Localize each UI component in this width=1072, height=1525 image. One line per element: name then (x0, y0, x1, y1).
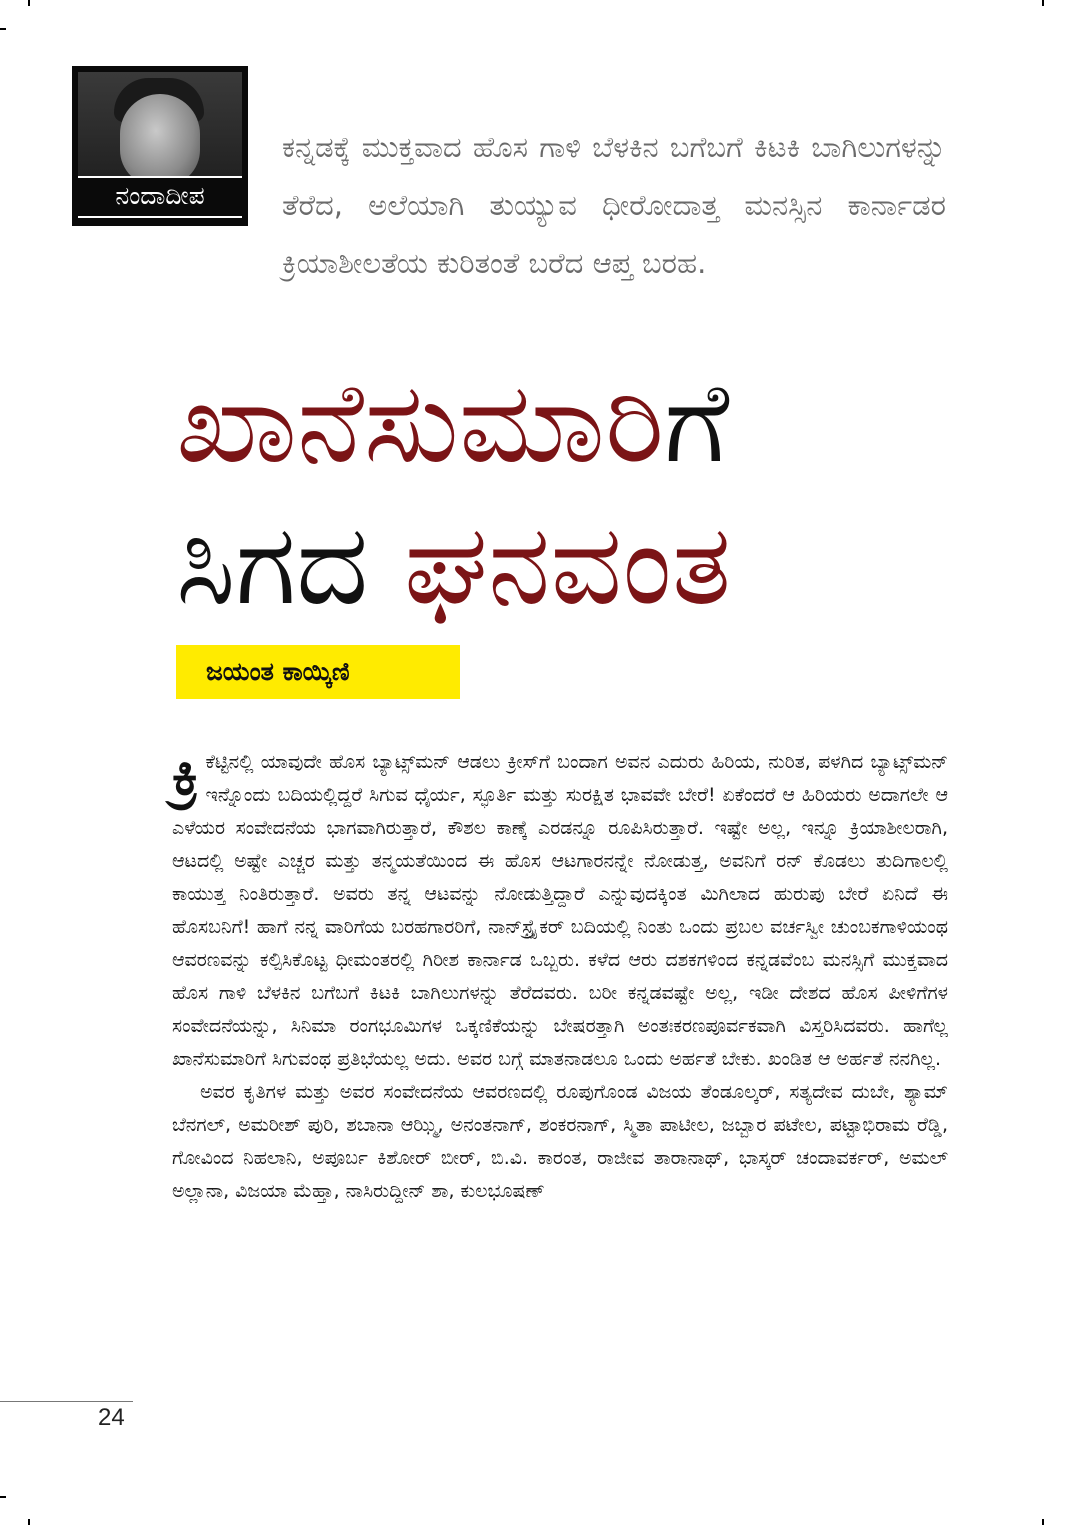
headline-line-2 (176, 500, 896, 630)
article-paragraph-1-text: ಕೆಟ್ಟಿನಲ್ಲಿ ಯಾವುದೇ ಹೊಸ ಬ್ಯಾಟ್ಸ್‌ಮನ್ ಆಡಲು ಕ್ರೀಸ್‌ಗೆ ಬಂದಾಗ ಅವನ ಎದುರು ಹಿರಿಯ, ನುರಿತ, ಪಳಗಿದ ಬ್ಯಾಟ್ಸ್‌ಮನ್ ಇನ್ನೊಂದು ಬದಿಯಲ್ಲಿದ್ದರೆ ಸಿಗುವ ಧೈರ್ಯ, ಸ್ಫೂರ್ತಿ ಮತ್ತು ಸುರಕ್ಷಿತ ಭಾವವೇ ಬೇರೆ! ಏಕೆಂದರೆ ಆ ಹಿರಿಯರು ಅದಾಗಲೇ ಆ ಎಳೆಯರ ಸಂವೇದನೆಯ ಭಾಗವಾಗಿರುತ್ತಾರೆ, ಕೌಶಲ ಕಾಣ್ಕೆ ಎರಡನ್ನೂ ರೂಪಿಸಿರುತ್ತಾರೆ. ಇಷ್ಟೇ ಅಲ್ಲ, ಇನ್ನೂ ಕ್ರಿಯಾಶೀಲರಾಗಿ, ಆಟದಲ್ಲಿ ಅಷ್ಟೇ ಎಚ್ಚರ ಮತ್ತು ತನ್ಮಯತೆಯಿಂದ ಈ ಹೊಸ ಆಟಗಾರನನ್ನೇ ನೋಡುತ್ತ, ಅವನಿಗೆ ರನ್ ಕೊಡಲು ತುದಿಗಾಲಲ್ಲಿ ಕಾಯುತ್ತ ನಿಂತಿರುತ್ತಾರೆ. ಅವರು ತನ್ನ ಆಟವನ್ನು ನೋಡುತ್ತಿದ್ದಾರೆ ಎನ್ನುವುದಕ್ಕಿಂತ ಮಿಗಿಲಾದ ಹುರುಪು ಬೇರೆ ಏನಿದೆ ಈ ಹೊಸಬನಿಗೆ! ಹಾಗೆ ನನ್ನ ವಾರಿಗೆಯ ಬರಹಗಾರರಿಗೆ, ನಾನ್‌ಸ್ಟ್ರೈಕರ್ ಬದಿಯಲ್ಲಿ ನಿಂತು ಒಂದು ಪ್ರಬಲ ವರ್ಚಸ್ವೀ ಚುಂಬಕಗಾಳಿಯಂಥ ಆವರಣವನ್ನು ಕಲ್ಪಿಸಿಕೊಟ್ಟ ಧೀಮಂತರಲ್ಲಿ ಗಿರೀಶ ಕಾರ್ನಾಡ ಒಬ್ಬರು. ಕಳೆದ ಆರು ದಶಕಗಳಿಂದ ಕನ್ನಡವೆಂಬ ಮನಸ್ಸಿಗೆ ಮುಕ್ತವಾದ ಹೊಸ ಗಾಳಿ ಬೆಳಕಿನ ಬಗೆಬಗೆ ಕಿಟಕಿ ಬಾಗಿಲುಗಳನ್ನು ತೆರೆದವರು. ಬರೀ ಕನ್ನಡವಷ್ಟೇ ಅಲ್ಲ, ಇಡೀ ದೇಶದ ಹೊಸ ಪೀಳಿಗೆಗಳ ಸಂವೇದನೆಯನ್ನು, ಸಿನಿಮಾ ರಂಗಭೂಮಿಗಳ ಒಕ್ಕಣಿಕೆಯನ್ನು ಬೇಷರತ್ತಾಗಿ ಅಂತಃಕರಣಪೂರ್ವಕವಾಗಿ ವಿಸ್ತರಿಸಿದವರು. ಹಾಗೆಲ್ಲ ಖಾನೆಸುಮಾರಿಗೆ ಸಿಗುವಂಥ ಪ್ರತಿಭೆಯಲ್ಲ ಅದು. ಅವರ ಬಗ್ಗೆ ಮಾತನಾಡಲೂ ಒಂದು ಅರ್ಹತೆ ಬೇಕು. ಖಂಡಿತ ಆ ಅರ್ಹತೆ ನನಗಿಲ್ಲ. (172, 751, 948, 1070)
crop-mark-bottom-right (1042, 1519, 1044, 1525)
page-number: 24 (98, 1404, 125, 1431)
article-body (172, 746, 948, 1208)
column-badge-label: ನಂದಾದೀಪ (78, 176, 242, 218)
article-paragraph-2: ಅವರ ಕೃತಿಗಳ ಮತ್ತು ಅವರ ಸಂವೇದನೆಯ ಆವರಣದಲ್ಲಿ ರೂಪುಗೊಂಡ ವಿಜಯ ತೆಂಡೂಲ್ಕರ್, ಸತ್ಯದೇವ ದುಬೇ, ಶ್ಯಾಮ್ ಬೆನಗಲ್, ಅಮರೀಶ್ ಪುರಿ, ಶಬಾನಾ ಆಝ್ಮಿ, ಅನಂತನಾಗ್, ಶಂಕರನಾಗ್, ಸ್ಮಿತಾ ಪಾಟೀಲ, ಜಬ್ಬಾರ ಪಟೇಲ, ಪಟ್ಟಾಭಿರಾಮ ರೆಡ್ಡಿ, ಗೋವಿಂದ ನಿಹಲಾನಿ, ಅಪೂರ್ಬ ಕಿಶೋರ್ ಬೀರ್, ಬಿ.ವಿ. ಕಾರಂತ, ರಾಜೀವ ತಾರಾನಾಥ್, ಭಾಸ್ಕರ್ ಚಂದಾವರ್ಕರ್, ಅಮಲ್ ಅಲ್ಲಾನಾ, ವಿಜಯಾ ಮೆಹ್ತಾ, ನಾಸಿರುದ್ದೀನ್ ಶಾ, ಕುಲಭೂಷಣ್ (172, 1081, 948, 1202)
crop-mark-top-left-h (0, 28, 6, 30)
footer-rule (0, 1401, 133, 1402)
crop-mark-top-left (28, 0, 30, 6)
crop-mark-bottom-left (28, 1519, 30, 1525)
column-portrait (72, 66, 248, 226)
crop-mark-bottom-left-h (0, 1496, 6, 1498)
author-byline: ಜಯಂತ ಕಾಯ್ಕಿಣಿ (176, 645, 460, 699)
portrait-face (120, 94, 200, 186)
headline-line-1-black: ಗೆ (664, 358, 730, 488)
headline-line-2-black: ಸಿಗದ (176, 500, 369, 630)
crop-mark-top-right (1042, 0, 1044, 6)
article-paragraph-1 (172, 746, 948, 1076)
drop-cap: ಕ್ರಿ (172, 744, 200, 807)
headline-line-1-red: ಖಾನೆಸುಮಾರಿ (176, 358, 665, 488)
intro-blurb: ಕನ್ನಡಕ್ಕೆ ಮುಕ್ತವಾದ ಹೊಸ ಗಾಳಿ ಬೆಳಕಿನ ಬಗೆಬಗೆ ಕಿಟಕಿ ಬಾಗಿಲುಗಳನ್ನು ತೆರೆದ, ಅಲೆಯಾಗಿ ತುಯ್ಯುವ ಧೀರೋದಾತ್ತ ಮನಸ್ಸಿನ ಕಾರ್ನಾಡರ ಕ್ರಿಯಾಶೀಲತೆಯ ಕುರಿತಂತೆ ಬರೆದ ಆಪ್ತ ಬರಹ. (282, 130, 946, 280)
headline-line-2-red: ಘನವಂತ (404, 500, 732, 630)
headline-line-1 (176, 358, 896, 488)
